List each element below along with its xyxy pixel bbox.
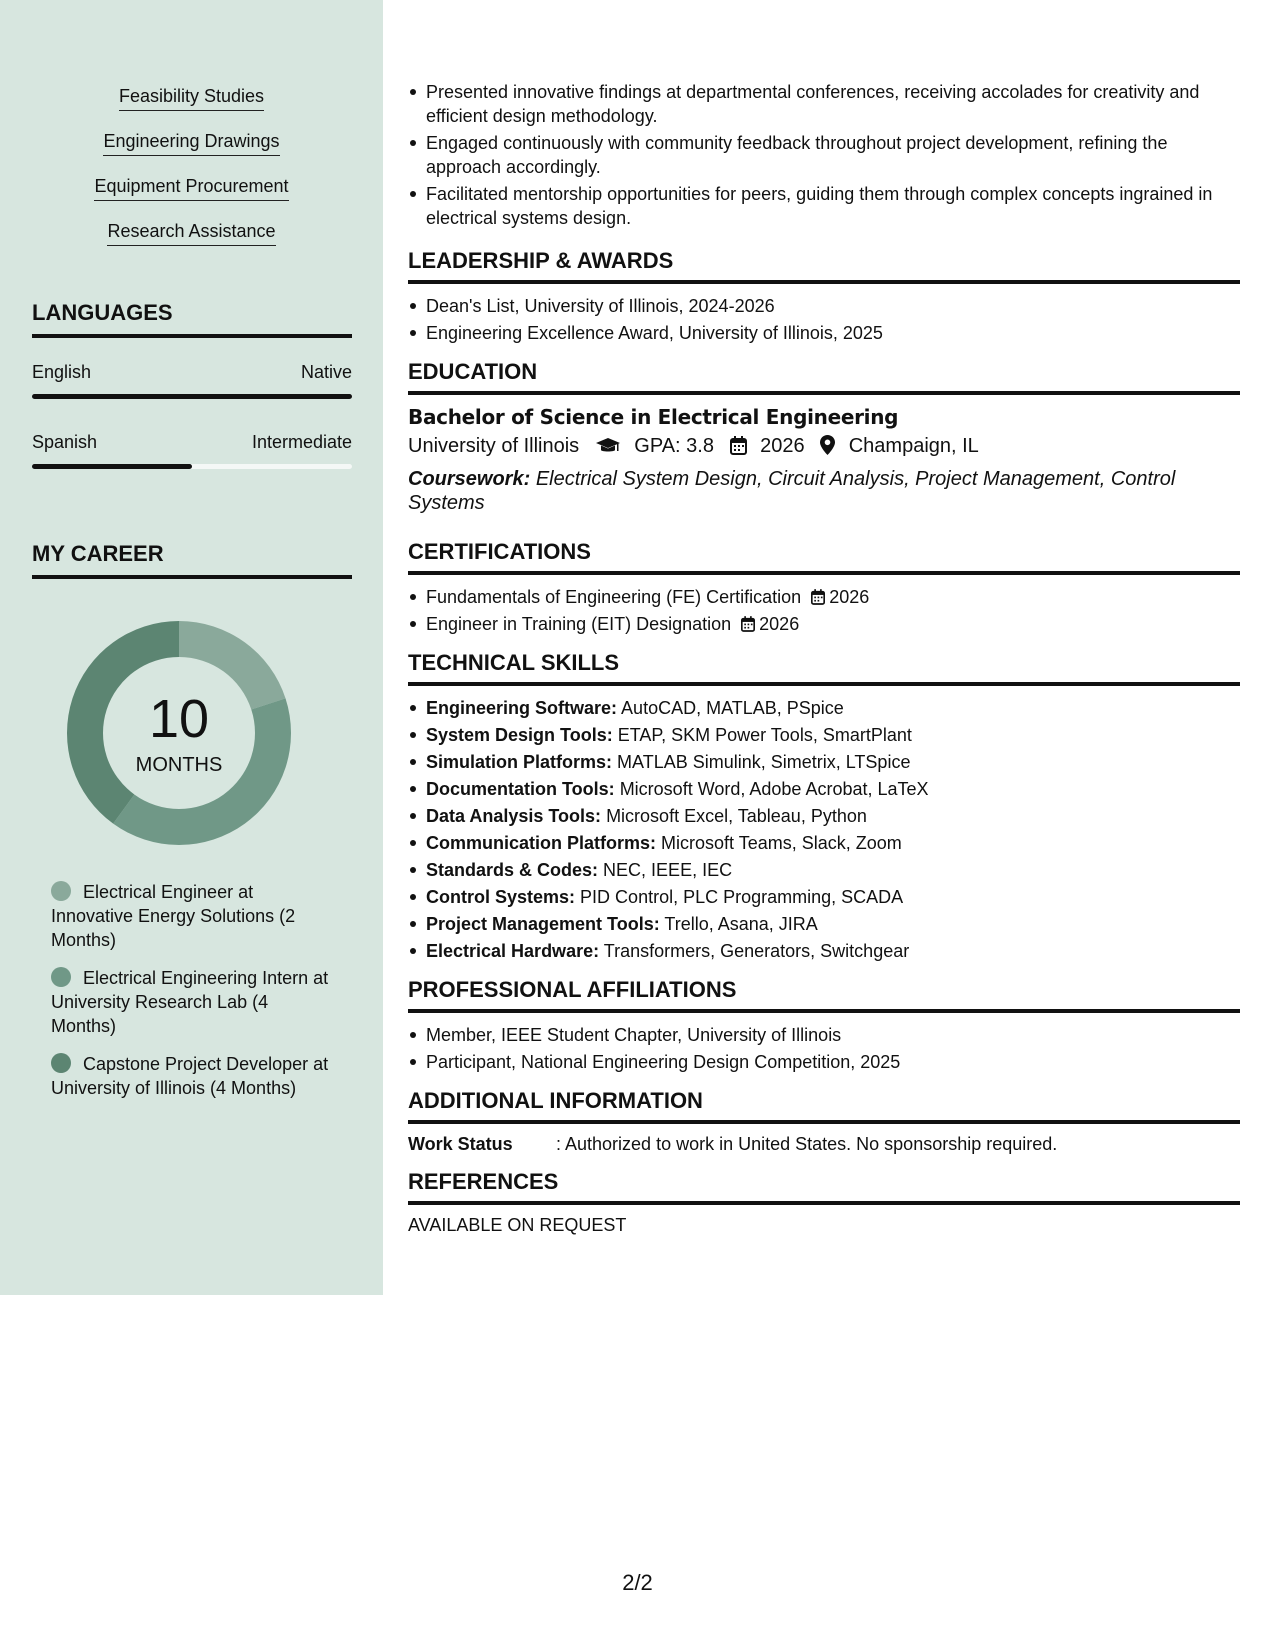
section-title: EDUCATION (408, 359, 1240, 395)
graduation-year: 2026 (760, 435, 805, 457)
language-name: Spanish (32, 432, 98, 452)
skill-category: Standards & Codes: (426, 860, 599, 880)
work-status (408, 1134, 1240, 1155)
skill-row (408, 696, 1240, 720)
skill-row (408, 939, 1240, 963)
skills-list (0, 86, 383, 266)
language-level: Native (300, 362, 352, 382)
list-item: Member, IEEE Student Chapter, University of Illinois (408, 1023, 1240, 1047)
skill-values: NEC, IEEE, IEC (603, 860, 733, 880)
degree: Bachelor of Science in Electrical Engineering (408, 405, 899, 429)
languages-title: LANGUAGES (32, 300, 352, 338)
certification-item (408, 585, 1240, 609)
certification-name: Fundamentals of Engineering (FE) Certification (426, 587, 802, 607)
calendar-icon (741, 616, 755, 632)
skill-row (408, 885, 1240, 909)
additional-info-section (408, 1088, 1240, 1155)
location: Champaign, IL (848, 435, 979, 457)
skill-item (0, 176, 383, 221)
language-level-fill (32, 464, 192, 469)
technical-skills-section (408, 650, 1240, 963)
language-spanish (32, 432, 352, 462)
technical-skills-list (408, 696, 1240, 963)
donut-center (66, 620, 292, 846)
skill-values: Microsoft Teams, Slack, Zoom (661, 833, 902, 853)
skill-item (0, 131, 383, 176)
skill-category: Communication Platforms: (426, 833, 657, 853)
coursework-list: Electrical System Design, Circuit Analysis, Project Management, Control Systems (408, 468, 1176, 514)
section-title: CERTIFICATIONS (408, 539, 1240, 575)
skill-values: ETAP, SKM Power Tools, SmartPlant (617, 725, 912, 745)
section-title: LEADERSHIP & AWARDS (408, 248, 1240, 284)
certification-item (408, 612, 1240, 636)
skill-item (0, 86, 383, 131)
skill-row (408, 858, 1240, 882)
career-item-text: Capstone Project Developer at University of Illinois (4 Months) (51, 1054, 329, 1098)
list-item: Engaged continuously with community feedback throughout project development, refining the approach accordingly. (408, 131, 1240, 179)
skill-row (408, 750, 1240, 774)
career-item (51, 1052, 331, 1100)
skill-values: AutoCAD, MATLAB, PSpice (621, 698, 844, 718)
skill-category: Documentation Tools: (426, 779, 615, 799)
skill-category: Electrical Hardware: (426, 941, 600, 961)
language-english (32, 362, 352, 392)
language-level-bar (32, 464, 352, 469)
career-item (51, 880, 331, 952)
legend-dot (51, 1053, 71, 1073)
skill-values: Trello, Asana, JIRA (664, 914, 818, 934)
calendar-icon (730, 436, 747, 461)
page-number: 2/2 (622, 1570, 653, 1595)
language-level: Intermediate (251, 432, 352, 452)
graduation-cap-icon (595, 437, 621, 461)
section-title: TECHNICAL SKILLS (408, 650, 1240, 686)
language-name: English (32, 362, 92, 382)
skill-category: Control Systems: (426, 887, 576, 907)
skill-category: Project Management Tools: (426, 914, 660, 934)
skill-row (408, 831, 1240, 855)
list-item: Facilitated mentorship opportunities for peers, guiding them through complex concepts ingrained in electrical systems design. (408, 182, 1240, 230)
calendar-icon (811, 589, 825, 605)
references-text: AVAILABLE ON REQUEST (408, 1215, 627, 1235)
gpa: GPA: 3.8 (634, 435, 714, 457)
coursework (408, 467, 1240, 515)
sidebar (0, 0, 383, 1295)
section-title: PROFESSIONAL AFFILIATIONS (408, 977, 1240, 1013)
skill-row (408, 804, 1240, 828)
skill-category: Simulation Platforms: (426, 752, 613, 772)
legend-dot (51, 967, 71, 987)
work-status-value: : Authorized to work in United States. No sponsorship required. (556, 1134, 1058, 1154)
certification-year: 2026 (759, 614, 800, 634)
career-total-months: 10 (148, 689, 210, 749)
languages-section (32, 300, 352, 462)
career-title: MY CAREER (32, 541, 352, 579)
certification-year: 2026 (829, 587, 870, 607)
certification-date (811, 587, 869, 607)
career-item-text: Electrical Engineering Intern at University Research Lab (4 Months) (51, 968, 329, 1036)
career-item-text: Electrical Engineer at Innovative Energy Solutions (2 Months) (51, 882, 296, 950)
career-item (51, 966, 331, 1038)
work-status-label: Work Status (408, 1134, 513, 1154)
skill-label: Engineering Drawings (103, 131, 279, 156)
references-section (408, 1169, 1240, 1236)
location-pin-icon (820, 435, 835, 461)
skill-values: Microsoft Word, Adobe Acrobat, LaTeX (619, 779, 929, 799)
certification-name: Engineer in Training (EIT) Designation (426, 614, 732, 634)
skill-values: Transformers, Generators, Switchgear (603, 941, 910, 961)
experience-bullets (408, 80, 1240, 230)
list-item: Presented innovative findings at departmental conferences, receiving accolades for creativity and efficient design methodology. (408, 80, 1240, 128)
skill-values: PID Control, PLC Programming, SCADA (580, 887, 904, 907)
education-details (408, 435, 1240, 461)
main-content (408, 80, 1240, 1236)
language-level-fill (32, 394, 352, 399)
skill-category: Engineering Software: (426, 698, 618, 718)
section-title: REFERENCES (408, 1169, 1240, 1205)
skill-category: Data Analysis Tools: (426, 806, 602, 826)
certification-date (741, 614, 799, 634)
leadership-section (408, 248, 1240, 345)
school: University of Illinois (408, 435, 580, 457)
career-section (32, 541, 352, 579)
legend-dot (51, 881, 71, 901)
skill-item (0, 221, 383, 266)
skill-row (408, 912, 1240, 936)
list-item: Participant, National Engineering Design Competition, 2025 (408, 1050, 1240, 1074)
language-level-bar (32, 394, 352, 399)
skill-label: Equipment Procurement (94, 176, 288, 201)
skill-row (408, 723, 1240, 747)
affiliations-section (408, 977, 1240, 1074)
skill-values: MATLAB Simulink, Simetrix, LTSpice (617, 752, 911, 772)
skill-category: System Design Tools: (426, 725, 613, 745)
skill-values: Microsoft Excel, Tableau, Python (606, 806, 867, 826)
skill-label: Research Assistance (107, 221, 275, 246)
list-item: Dean's List, University of Illinois, 2024-2026 (408, 294, 1240, 318)
career-total-unit: MONTHS (135, 754, 223, 776)
skill-row (408, 777, 1240, 801)
skill-label: Feasibility Studies (119, 86, 264, 111)
education-section (408, 359, 1240, 515)
coursework-label: Coursework: (408, 468, 531, 490)
career-legend (51, 880, 331, 1114)
career-donut-chart (66, 620, 292, 846)
section-title: ADDITIONAL INFORMATION (408, 1088, 1240, 1124)
list-item: Engineering Excellence Award, University of Illinois, 2025 (408, 321, 1240, 345)
certifications-section (408, 539, 1240, 636)
